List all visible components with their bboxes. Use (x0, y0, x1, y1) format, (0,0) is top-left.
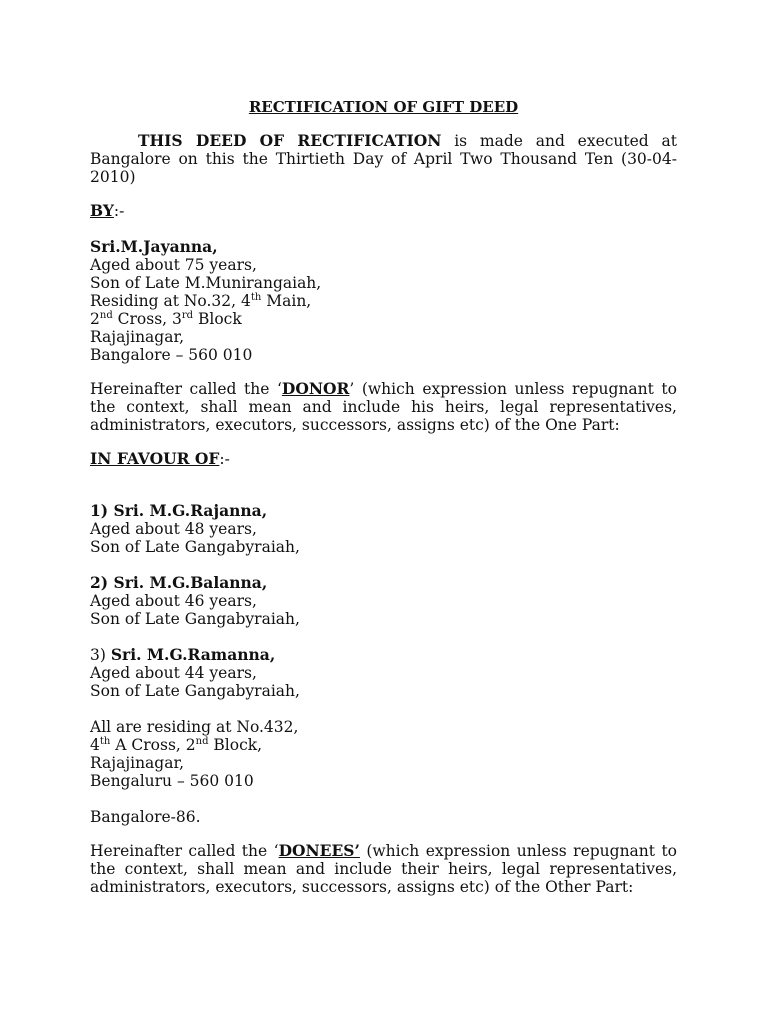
donee-3-parent: Son of Late Gangabyraiah, (90, 682, 300, 700)
common-address-block (90, 718, 677, 790)
donee-1-parent: Son of Late Gangabyraiah, (90, 538, 300, 556)
favour-label: IN FAVOUR OF (90, 449, 220, 468)
donor-name: Sri.M.Jayanna, (90, 237, 218, 256)
donor-address-line3: Rajajinagar, (90, 328, 185, 346)
favour-suffix: :- (219, 450, 230, 468)
common-address-line1: All are residing at No.432, (90, 718, 299, 736)
donor-term: DONOR (281, 379, 350, 398)
common-address-line3: Rajajinagar, (90, 754, 185, 772)
deed-page (90, 98, 677, 896)
donee-3-name-line: 3) Sri. M.G.Ramanna, (90, 645, 276, 664)
donee-1-age: Aged about 48 years, (90, 520, 257, 538)
donee-3-name: Sri. M.G.Ramanna, (110, 645, 276, 664)
donor-address-line2: 2nd Cross, 3rd Block (90, 309, 242, 328)
by-suffix: :- (113, 202, 125, 220)
intro-bold-lead: THIS DEED OF RECTIFICATION (138, 131, 442, 150)
donor-address-line1: Residing at No.32, 4th Main, (90, 291, 312, 310)
donee-2-name-line: 2) Sri. M.G.Balanna, (90, 573, 268, 592)
by-heading (90, 202, 677, 220)
donees-term: DONEES’ (278, 841, 360, 860)
donee-2-name: Sri. M.G.Balanna, (113, 573, 268, 592)
common-address-line2: 4th A Cross, 2nd Block, (90, 735, 263, 754)
by-label: BY (90, 201, 114, 220)
donee-2 (90, 574, 677, 628)
donee-1-name: Sri. M.G.Rajanna, (113, 501, 268, 520)
donee-2-age: Aged about 46 years, (90, 592, 257, 610)
donees-clause: Hereinafter called the ‘DONEES’ (which expression unless repugnant to the context, shall mean and include their heirs, legal representatives, administrators, executors, successors, assigns etc) of the Other Part: (90, 841, 678, 896)
donee-2-parent: Son of Late Gangabyraiah, (90, 610, 300, 628)
donor-address-line4: Bangalore – 560 010 (90, 346, 253, 364)
donee-1-name-line: 1) Sri. M.G.Rajanna, (90, 501, 268, 520)
donee-1 (90, 502, 677, 556)
document-title: RECTIFICATION OF GIFT DEED (248, 98, 519, 116)
donor-parent: Son of Late M.Munirangaiah, (90, 274, 322, 292)
donor-clause: Hereinafter called the ‘DONOR’ (which expression unless repugnant to the context, shall mean and include his heirs, legal representatives, administrators, executors, successors, assigns etc) of the One Part: (90, 379, 677, 434)
common-address-line4: Bengaluru – 560 010 (90, 772, 254, 790)
intro-paragraph (90, 132, 677, 186)
favour-heading (90, 450, 677, 468)
donee-3-age: Aged about 44 years, (90, 664, 257, 682)
bangalore-line: Bangalore-86. (90, 808, 201, 826)
donee-3 (90, 646, 677, 700)
donor-block (90, 238, 677, 364)
donor-age: Aged about 75 years, (90, 256, 257, 274)
intro-text: is made and executed at Bangalore on this the Thirtieth Day of April Two Thousand Ten (30-04-2010) (90, 132, 677, 186)
